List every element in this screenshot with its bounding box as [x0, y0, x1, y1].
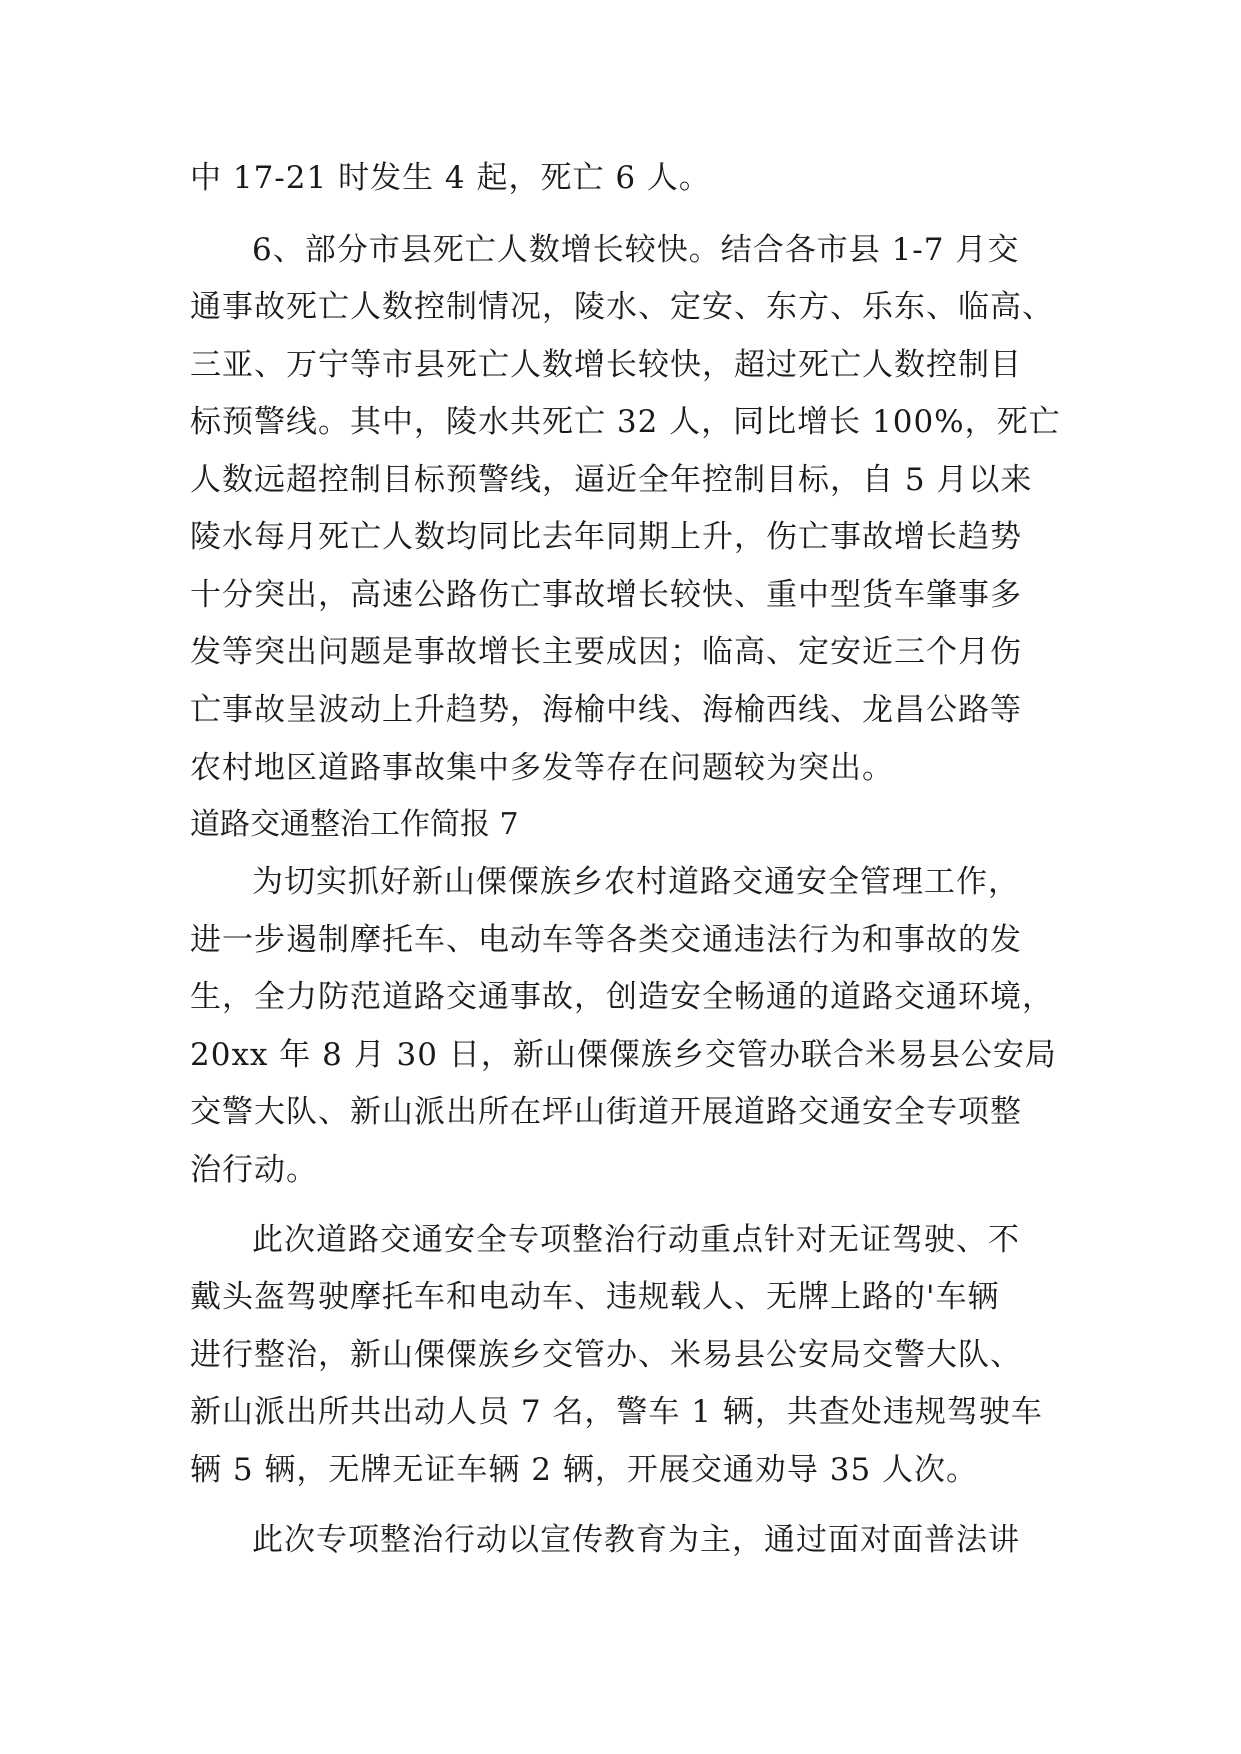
text-line: 生，全力防范道路交通事故，创造安全畅通的道路交通环境， [190, 979, 1054, 1015]
text-line: 三亚、万宁等市县死亡人数增长较快，超过死亡人数控制目 [190, 347, 1022, 383]
text-line: 陵水每月死亡人数均同比去年同期上升，伤亡事故增长趋势 [190, 519, 1022, 555]
text-line: 进行整治，新山傈僳族乡交管办、米易县公安局交警大队、 [190, 1337, 1022, 1373]
text-line: 辆 5 辆，无牌无证车辆 2 辆，开展交通劝导 35 人次。 [190, 1452, 979, 1488]
text-line: 标预警线。其中，陵水共死亡 32 人，同比增长 100%，死亡 [190, 404, 1061, 440]
text-line: 亡事故呈波动上升趋势，海榆中线、海榆西线、龙昌公路等 [190, 692, 1022, 728]
text-line: 戴头盔驾驶摩托车和电动车、违规载人、无牌上路的'车辆 [190, 1279, 1000, 1315]
text-line: 6、部分市县死亡人数增长较快。结合各市县 1-7 月交 [252, 232, 1020, 268]
text-line: 十分突出，高速公路伤亡事故增长较快、重中型货车肇事多 [190, 577, 1022, 613]
text-line: 新山派出所共出动人员 7 名，警车 1 辆，共查处违规驾驶车 [190, 1394, 1043, 1430]
text-line: 此次专项整治行动以宣传教育为主，通过面对面普法讲 [252, 1522, 1020, 1558]
text-line: 20xx 年 8 月 30 日，新山傈僳族乡交管办联合米易县公安局 [190, 1037, 1057, 1073]
text-line: 治行动。 [190, 1152, 318, 1188]
text-line: 农村地区道路事故集中多发等存在问题较为突出。 [190, 750, 894, 786]
text-line: 中 17-21 时发生 4 起，死亡 6 人。 [190, 160, 711, 196]
text-line: 人数远超控制目标预警线，逼近全年控制目标，自 5 月以来 [190, 462, 1033, 498]
text-line: 此次道路交通安全专项整治行动重点针对无证驾驶、不 [252, 1222, 1020, 1258]
section-heading: 道路交通整治工作简报 7 [190, 807, 519, 842]
text-line: 通事故死亡人数控制情况，陵水、定安、东方、乐东、临高、 [190, 289, 1054, 325]
text-line: 进一步遏制摩托车、电动车等各类交通违法行为和事故的发 [190, 922, 1022, 958]
text-line: 为切实抓好新山傈僳族乡农村道路交通安全管理工作， [252, 864, 1020, 900]
text-line: 交警大队、新山派出所在坪山街道开展道路交通安全专项整 [190, 1094, 1022, 1130]
text-line: 发等突出问题是事故增长主要成因；临高、定安近三个月伤 [190, 634, 1022, 670]
